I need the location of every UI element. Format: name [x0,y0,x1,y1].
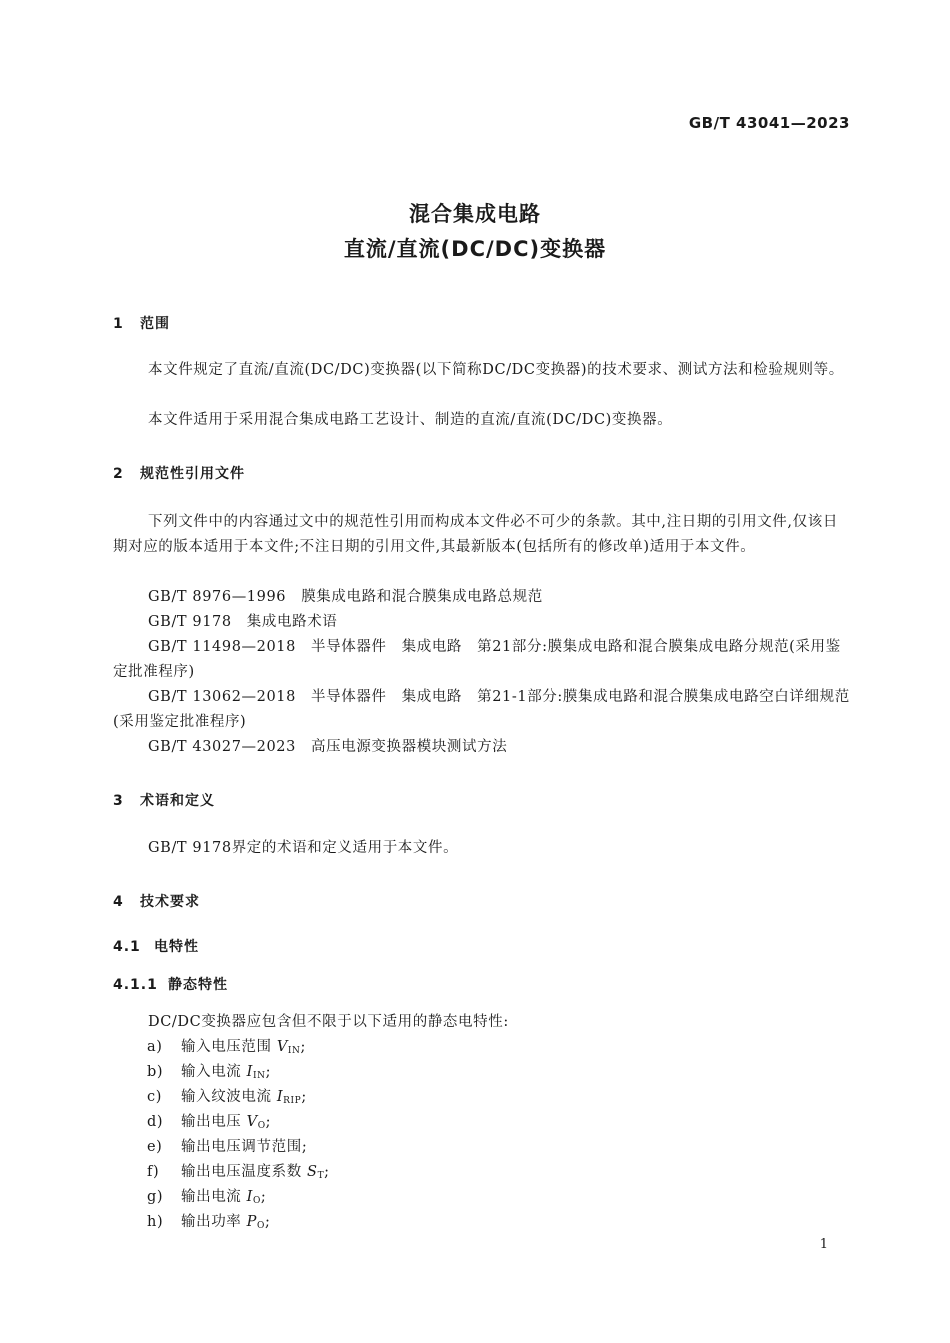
list-item [147,1060,271,1081]
list-item-label: b) [147,1064,164,1080]
section-number: 4.1 [113,939,141,955]
page-number: 1 [819,1237,828,1252]
reference-item: GB/T 11498—2018 半导体器件 集成电路 第21部分:膜集成电路和混合膜集成电路分规范(采用鉴定批准程序) [113,639,841,680]
list-item-text: 输入电流 [181,1064,247,1080]
section-title: 静态特性 [168,977,228,993]
list-item-text: 输出电流 [181,1189,247,1205]
list-item-text: 输出电压调节范围 [181,1139,302,1155]
list-item [147,1135,307,1156]
list-item-end: ; [301,1139,308,1155]
list-item-end: ; [301,1089,307,1105]
symbol-subscript: IN [252,1071,266,1081]
section-3-paragraph: GB/T 9178界定的术语和定义适用于本文件。 [148,840,459,856]
section-title: 规范性引用文件 [140,466,245,482]
list-item-end: ; [300,1039,307,1055]
list-item [147,1085,307,1106]
symbol: S [307,1164,318,1180]
symbol: P [246,1214,257,1230]
list-item-label: h) [147,1214,164,1230]
list-item-label: f) [147,1164,160,1180]
section-title: 术语和定义 [140,793,215,809]
list-item [147,1210,270,1231]
list-item-end: ; [264,1214,271,1230]
reference-item: GB/T 8976—1996 膜集成电路和混合膜集成电路总规范 [148,589,543,605]
section-1-paragraph-1: 本文件规定了直流/直流(DC/DC)变换器(以下简称DC/DC变换器)的技术要求、测试方法和检验规则等。 [148,362,844,378]
symbol-subscript: O [256,1221,265,1231]
symbol: V [246,1114,258,1130]
section-1-paragraph-2: 本文件适用于采用混合集成电路工艺设计、制造的直流/直流(DC/DC)变换器。 [148,412,673,428]
section-4-1-heading [113,936,199,956]
section-2-intro: 下列文件中的内容通过文中的规范性引用而构成本文件必不可少的条款。其中,注日期的引用文件,仅该日期对应的版本适用于本文件;不注日期的引用文件,其最新版本(包括所有的修改单)适用于本文件。 [113,514,838,555]
document-title-line-1: 混合集成电路 [409,202,541,226]
section-title: 范围 [140,316,170,332]
static-characteristics-intro: DC/DC变换器应包含但不限于以下适用的静态电特性: [148,1014,509,1030]
list-item-label: g) [147,1189,164,1205]
reference-item: GB/T 13062—2018 半导体器件 集成电路 第21-1部分:膜集成电路和混合膜集成电路空白详细规范(采用鉴定批准程序) [113,689,850,730]
section-number: 1 [113,316,124,332]
symbol: I [246,1189,253,1205]
list-item [147,1185,266,1206]
section-number: 4.1.1 [113,977,158,993]
section-4-1-1-heading [113,974,228,994]
list-item-text: 输出功率 [181,1214,247,1230]
list-item [147,1035,306,1056]
list-item [147,1160,330,1181]
standard-code: GB/T 43041—2023 [688,114,850,132]
symbol: I [246,1064,253,1080]
symbol: I [276,1089,284,1105]
section-title: 技术要求 [140,894,200,910]
symbol-subscript: RIP [283,1096,302,1106]
symbol-subscript: T [317,1171,325,1181]
list-item-end: ; [260,1189,267,1205]
list-item-end: ; [265,1064,272,1080]
section-title: 电特性 [154,939,199,955]
section-number: 3 [113,793,124,809]
section-number: 2 [113,466,124,482]
section-1-heading [113,313,170,333]
list-item-text: 输入纹波电流 [181,1089,277,1105]
document-title-line-2: 直流/直流(DC/DC)变换器 [343,237,607,261]
reference-item: GB/T 9178 集成电路术语 [148,614,338,630]
reference-item: GB/T 43027—2023 高压电源变换器模块测试方法 [148,739,508,755]
list-item-label: a) [147,1039,163,1055]
symbol-subscript: O [252,1196,261,1206]
section-number: 4 [113,894,124,910]
list-item-text: 输出电压温度系数 [181,1164,308,1180]
section-4-heading [113,891,200,911]
list-item-end: ; [324,1164,330,1180]
list-item-label: d) [147,1114,164,1130]
list-item-label: e) [147,1139,163,1155]
section-3-heading [113,790,215,810]
symbol: V [276,1039,288,1055]
list-item-text: 输入电压范围 [181,1039,277,1055]
symbol-subscript: IN [287,1046,301,1056]
section-2-heading [113,463,245,483]
list-item-end: ; [265,1114,272,1130]
symbol-subscript: O [257,1121,266,1131]
list-item [147,1110,271,1131]
list-item-text: 输出电压 [181,1114,247,1130]
list-item-label: c) [147,1089,162,1105]
